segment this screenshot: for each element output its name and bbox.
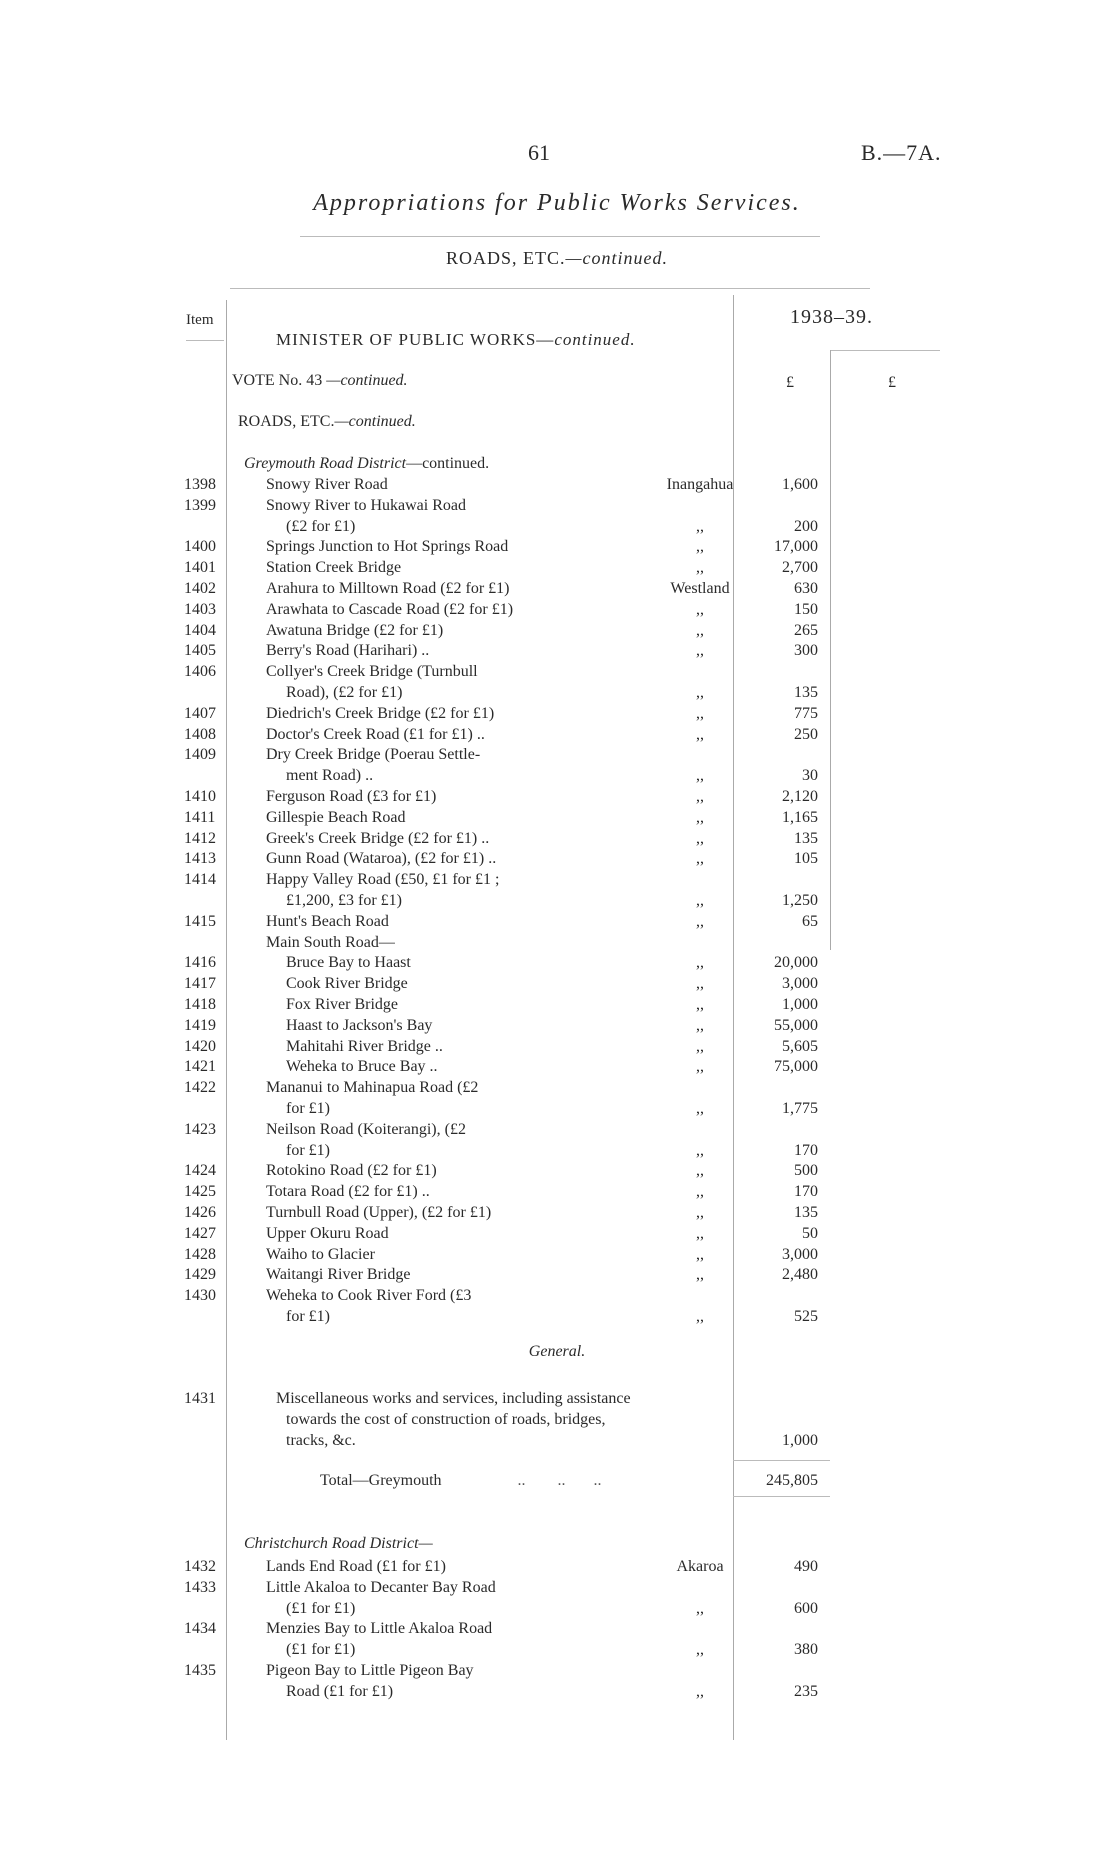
greymouth-district-suffix: —continued. bbox=[406, 455, 490, 472]
greymouth-item-description: ment Road) .. bbox=[286, 767, 374, 785]
greymouth-item-description: Greek's Creek Bridge (£2 for £1) .. bbox=[266, 829, 490, 847]
greymouth-item-number: 1406 bbox=[184, 663, 216, 681]
greymouth-item-description: Weheka to Bruce Bay .. bbox=[286, 1058, 438, 1076]
greymouth-row-line bbox=[0, 725, 1114, 745]
year-header-rule bbox=[830, 350, 940, 351]
greymouth-item-number: 1403 bbox=[184, 600, 216, 618]
general-row-line bbox=[0, 1410, 1114, 1430]
greymouth-item-number: 1426 bbox=[184, 1204, 216, 1221]
greymouth-item-amount: 3,000 bbox=[782, 1245, 818, 1263]
greymouth-row-line bbox=[0, 704, 1114, 724]
christchurch-row-line bbox=[0, 1619, 1114, 1639]
greymouth-item-location: ,, bbox=[696, 1204, 704, 1221]
greymouth-row-line bbox=[0, 1307, 1114, 1327]
greymouth-item-amount: 525 bbox=[794, 1308, 818, 1325]
greymouth-item-description: Weheka to Cook River Ford (£3 bbox=[266, 1287, 472, 1305]
greymouth-item-location: ,, bbox=[696, 621, 704, 639]
greymouth-item-number: 1409 bbox=[184, 746, 216, 764]
greymouth-item-location: ,, bbox=[696, 808, 704, 826]
greymouth-row-line bbox=[0, 621, 1114, 641]
greymouth-item-location: ,, bbox=[696, 704, 704, 722]
greymouth-item-description: Snowy River Road bbox=[266, 476, 388, 493]
greymouth-item-description: Waitangi River Bridge bbox=[266, 1266, 411, 1284]
greymouth-item-description: Happy Valley Road (£50, £1 for £1 ; bbox=[266, 871, 500, 889]
christchurch-item-description: (£1 for £1) bbox=[286, 1599, 356, 1617]
title-rule bbox=[300, 236, 820, 237]
greymouth-item-amount: 135 bbox=[794, 1204, 818, 1221]
greymouth-item-amount: 30 bbox=[802, 767, 818, 785]
greymouth-item-location: ,, bbox=[696, 600, 704, 618]
greymouth-item-location: ,, bbox=[696, 1224, 704, 1242]
roads-suffix: —continued. bbox=[334, 413, 416, 430]
christchurch-item-number: 1434 bbox=[184, 1620, 216, 1638]
greymouth-item-location: ,, bbox=[696, 538, 704, 556]
greymouth-item-description: Gunn Road (Wataroa), (£2 for £1) .. bbox=[266, 850, 497, 868]
vote-suffix: —continued. bbox=[326, 372, 408, 389]
greymouth-item-description: £1,200, £3 for £1) bbox=[286, 892, 402, 909]
greymouth-item-location: ,, bbox=[696, 559, 704, 577]
greymouth-row-line bbox=[0, 745, 1114, 765]
christchurch-item-location: ,, bbox=[696, 1641, 704, 1659]
greymouth-item-description: Mahitahi River Bridge .. bbox=[286, 1037, 443, 1055]
greymouth-row-line bbox=[0, 1141, 1114, 1161]
greymouth-item-number: 1422 bbox=[184, 1079, 216, 1097]
christchurch-district-heading: Christchurch Road District— bbox=[244, 1535, 433, 1552]
greymouth-item-number: 1428 bbox=[184, 1245, 216, 1263]
section-title bbox=[0, 248, 1114, 269]
greymouth-row-line bbox=[0, 641, 1114, 661]
item-column-header: Item bbox=[186, 312, 214, 328]
greymouth-item-amount: 55,000 bbox=[774, 1016, 818, 1034]
greymouth-item-location: ,, bbox=[696, 767, 704, 785]
greymouth-item-number: 1415 bbox=[184, 912, 216, 930]
currency-header-2: £ bbox=[888, 374, 896, 391]
greymouth-row-line bbox=[0, 1099, 1114, 1119]
greymouth-row-line bbox=[0, 787, 1114, 807]
greymouth-item-number: 1430 bbox=[184, 1287, 216, 1305]
greymouth-item-description: Totara Road (£2 for £1) .. bbox=[266, 1183, 430, 1201]
greymouth-item-amount: 2,480 bbox=[782, 1266, 818, 1284]
section-suffix: —continued. bbox=[565, 248, 668, 268]
greymouth-item-amount: 200 bbox=[794, 517, 818, 535]
greymouth-item-number: 1408 bbox=[184, 725, 216, 743]
greymouth-row-line bbox=[0, 1182, 1114, 1202]
total-rule-bottom bbox=[733, 1496, 830, 1497]
greymouth-item-location: ,, bbox=[696, 1058, 704, 1076]
christchurch-row-line bbox=[0, 1557, 1114, 1577]
greymouth-item-description: Mananui to Mahinapua Road (£2 bbox=[266, 1079, 479, 1097]
greymouth-item-location: ,, bbox=[696, 1308, 704, 1325]
greymouth-item-number: 1401 bbox=[184, 559, 216, 577]
total-greymouth-text: Total—Greymouth bbox=[320, 1472, 442, 1489]
greymouth-item-description: Cook River Bridge bbox=[286, 975, 408, 993]
greymouth-item-description: Waiho to Glacier bbox=[266, 1245, 375, 1263]
greymouth-item-description: Haast to Jackson's Bay bbox=[286, 1016, 433, 1034]
greymouth-item-description: (£2 for £1) bbox=[286, 517, 356, 535]
greymouth-item-amount: 170 bbox=[794, 1141, 818, 1159]
general-heading: General. bbox=[528, 1343, 586, 1360]
greymouth-item-number: 1429 bbox=[184, 1266, 216, 1284]
greymouth-item-location: ,, bbox=[696, 725, 704, 743]
greymouth-row-line bbox=[0, 953, 1114, 973]
greymouth-item-description: Collyer's Creek Bridge (Turnbull bbox=[266, 663, 478, 681]
greymouth-row-line bbox=[0, 1245, 1114, 1265]
greymouth-item-number: 1405 bbox=[184, 642, 216, 660]
greymouth-item-location: ,, bbox=[696, 892, 704, 909]
greymouth-item-number: 1407 bbox=[184, 704, 216, 722]
greymouth-district-heading bbox=[244, 455, 489, 473]
greymouth-item-description: Doctor's Creek Road (£1 for £1) .. bbox=[266, 725, 485, 743]
vote-name: VOTE No. 43 bbox=[232, 372, 323, 389]
greymouth-item-amount: 65 bbox=[802, 912, 818, 930]
greymouth-item-number: 1421 bbox=[184, 1058, 216, 1076]
general-row-line bbox=[0, 1389, 1114, 1409]
greymouth-row-line bbox=[0, 517, 1114, 537]
greymouth-item-location: ,, bbox=[696, 788, 704, 805]
greymouth-row-line bbox=[0, 766, 1114, 786]
greymouth-row-line bbox=[0, 808, 1114, 828]
roads-name: ROADS, ETC. bbox=[238, 413, 335, 430]
page-title: Appropriations for Public Works Services. bbox=[313, 190, 801, 216]
greymouth-item-amount: 250 bbox=[794, 725, 818, 743]
greymouth-item-number: 1418 bbox=[184, 996, 216, 1013]
greymouth-row-line bbox=[0, 995, 1114, 1015]
greymouth-item-amount: 300 bbox=[794, 642, 818, 660]
greymouth-item-description: Upper Okuru Road bbox=[266, 1224, 389, 1242]
greymouth-item-number: 1425 bbox=[184, 1183, 216, 1201]
christchurch-row-line bbox=[0, 1640, 1114, 1660]
greymouth-item-amount: 630 bbox=[794, 580, 818, 597]
general-item-description: towards the cost of construction of roads, bridges, bbox=[286, 1410, 606, 1428]
greymouth-item-amount: 135 bbox=[794, 829, 818, 847]
total-greymouth-amount: 245,805 bbox=[766, 1472, 818, 1489]
greymouth-item-number: 1423 bbox=[184, 1120, 216, 1138]
greymouth-item-number: 1416 bbox=[184, 954, 216, 972]
greymouth-item-description: for £1) bbox=[286, 1141, 330, 1159]
greymouth-item-location: ,, bbox=[696, 1037, 704, 1055]
greymouth-row-line bbox=[0, 475, 1114, 495]
greymouth-item-number: 1404 bbox=[184, 621, 216, 639]
greymouth-row-line bbox=[0, 933, 1114, 953]
christchurch-item-description: Lands End Road (£1 for £1) bbox=[266, 1558, 446, 1575]
greymouth-item-amount: 2,700 bbox=[782, 559, 818, 577]
vote-heading bbox=[232, 372, 408, 390]
minister-heading bbox=[276, 330, 636, 350]
greymouth-item-amount: 1,250 bbox=[782, 892, 818, 909]
page-number: 61 bbox=[528, 140, 550, 165]
greymouth-item-location: ,, bbox=[696, 642, 704, 660]
greymouth-item-amount: 170 bbox=[794, 1183, 818, 1201]
christchurch-row-line bbox=[0, 1661, 1114, 1681]
greymouth-row-line bbox=[0, 829, 1114, 849]
minister-name: MINISTER OF PUBLIC WORKS— bbox=[276, 330, 555, 349]
greymouth-item-description: Station Creek Bridge bbox=[266, 559, 402, 577]
christchurch-item-description: Little Akaloa to Decanter Bay Road bbox=[266, 1578, 496, 1596]
greymouth-item-number: 1411 bbox=[184, 808, 216, 826]
roads-subheading bbox=[238, 413, 416, 431]
christchurch-item-number: 1432 bbox=[184, 1558, 216, 1575]
christchurch-item-description: (£1 for £1) bbox=[286, 1641, 356, 1659]
greymouth-item-amount: 775 bbox=[794, 704, 818, 722]
general-row-line bbox=[0, 1431, 1114, 1451]
greymouth-item-description: Rotokino Road (£2 for £1) bbox=[266, 1162, 437, 1180]
table-top-rule bbox=[230, 288, 870, 289]
greymouth-item-location: ,, bbox=[696, 1016, 704, 1034]
greymouth-item-description: Ferguson Road (£3 for £1) bbox=[266, 788, 437, 805]
greymouth-item-amount: 20,000 bbox=[774, 954, 818, 972]
greymouth-item-description: Fox River Bridge bbox=[286, 996, 398, 1013]
greymouth-row-line bbox=[0, 1057, 1114, 1077]
christchurch-item-amount: 490 bbox=[794, 1558, 818, 1575]
greymouth-item-location: Inangahua bbox=[666, 476, 734, 493]
greymouth-item-location: ,, bbox=[696, 975, 704, 993]
greymouth-row-line bbox=[0, 974, 1114, 994]
greymouth-row-line bbox=[0, 558, 1114, 578]
greymouth-item-number: 1410 bbox=[184, 788, 216, 805]
christchurch-item-description: Menzies Bay to Little Akaloa Road bbox=[266, 1620, 493, 1638]
greymouth-item-amount: 1,775 bbox=[782, 1100, 818, 1117]
greymouth-item-amount: 75,000 bbox=[774, 1058, 818, 1076]
greymouth-item-location: Westland bbox=[670, 580, 730, 597]
section-name: ROADS, ETC. bbox=[445, 248, 566, 268]
greymouth-district-title: Greymouth Road District bbox=[244, 455, 407, 472]
greymouth-row-line bbox=[0, 496, 1114, 516]
year-column-header: 1938–39. bbox=[790, 306, 873, 328]
greymouth-item-amount: 1,600 bbox=[782, 476, 818, 493]
greymouth-item-amount: 105 bbox=[794, 850, 818, 868]
greymouth-item-location: ,, bbox=[696, 1245, 704, 1263]
greymouth-item-description: Snowy River to Hukawai Road bbox=[266, 496, 466, 514]
greymouth-item-number: 1398 bbox=[184, 476, 216, 493]
greymouth-row-line bbox=[0, 1286, 1114, 1306]
greymouth-item-location: ,, bbox=[696, 1141, 704, 1159]
greymouth-item-number: 1420 bbox=[184, 1037, 216, 1055]
greymouth-row-line bbox=[0, 1016, 1114, 1036]
greymouth-row-line bbox=[0, 1265, 1114, 1285]
greymouth-item-location: ,, bbox=[696, 1100, 704, 1117]
greymouth-row-line bbox=[0, 891, 1114, 911]
greymouth-item-description: Diedrich's Creek Bridge (£2 for £1) bbox=[266, 704, 495, 722]
greymouth-row-line bbox=[0, 579, 1114, 599]
greymouth-row-line bbox=[0, 662, 1114, 682]
greymouth-item-amount: 150 bbox=[794, 600, 818, 618]
greymouth-item-number: 1424 bbox=[184, 1162, 216, 1180]
greymouth-item-number: 1427 bbox=[184, 1224, 216, 1242]
christchurch-item-number: 1433 bbox=[184, 1578, 216, 1596]
christchurch-item-number: 1435 bbox=[184, 1662, 216, 1679]
greymouth-item-description: Arawhata to Cascade Road (£2 for £1) bbox=[266, 600, 514, 618]
greymouth-row-line bbox=[0, 1120, 1114, 1140]
greymouth-item-number: 1402 bbox=[184, 580, 216, 597]
greymouth-item-amount: 5,605 bbox=[782, 1037, 818, 1055]
christchurch-item-description: Pigeon Bay to Little Pigeon Bay bbox=[266, 1662, 474, 1679]
greymouth-item-location: ,, bbox=[696, 829, 704, 847]
greymouth-item-description: Springs Junction to Hot Springs Road bbox=[266, 538, 509, 556]
greymouth-item-location: ,, bbox=[696, 996, 704, 1013]
christchurch-item-location: ,, bbox=[696, 1682, 704, 1700]
greymouth-item-description: for £1) bbox=[286, 1100, 330, 1117]
greymouth-item-location: ,, bbox=[696, 684, 704, 701]
total-rule-top bbox=[733, 1460, 830, 1461]
greymouth-row-line bbox=[0, 870, 1114, 890]
greymouth-item-amount: 17,000 bbox=[774, 538, 818, 556]
greymouth-item-number: 1417 bbox=[184, 975, 216, 993]
greymouth-item-number: 1414 bbox=[184, 871, 216, 889]
greymouth-item-description: Hunt's Beach Road bbox=[266, 912, 389, 930]
greymouth-item-number: 1412 bbox=[184, 829, 216, 847]
christchurch-row-line bbox=[0, 1578, 1114, 1598]
greymouth-item-description: Gillespie Beach Road bbox=[266, 808, 406, 826]
greymouth-item-location: ,, bbox=[696, 1162, 704, 1180]
greymouth-row-line bbox=[0, 1203, 1114, 1223]
greymouth-item-location: ,, bbox=[696, 912, 704, 930]
general-item-amount: 1,000 bbox=[782, 1431, 818, 1449]
greymouth-row-line bbox=[0, 849, 1114, 869]
greymouth-item-amount: 1,000 bbox=[782, 996, 818, 1013]
greymouth-item-amount: 135 bbox=[794, 684, 818, 701]
greymouth-row-line bbox=[0, 683, 1114, 703]
christchurch-item-description: Road (£1 for £1) bbox=[286, 1682, 394, 1700]
greymouth-item-description: Berry's Road (Harihari) .. bbox=[266, 642, 430, 660]
general-item-number: 1431 bbox=[184, 1390, 216, 1407]
christchurch-item-amount: 600 bbox=[794, 1599, 818, 1617]
greymouth-item-amount: 265 bbox=[794, 621, 818, 639]
greymouth-row-line bbox=[0, 1037, 1114, 1057]
general-item-description: Miscellaneous works and services, including assistance bbox=[276, 1390, 631, 1407]
greymouth-item-description: Dry Creek Bridge (Poerau Settle- bbox=[266, 746, 481, 764]
greymouth-item-description: Bruce Bay to Haast bbox=[286, 954, 411, 972]
greymouth-row-line bbox=[0, 1224, 1114, 1244]
christchurch-row-line bbox=[0, 1682, 1114, 1702]
greymouth-item-description: Turnbull Road (Upper), (£2 for £1) bbox=[266, 1204, 492, 1221]
christchurch-item-amount: 380 bbox=[794, 1641, 818, 1659]
greymouth-item-description: Neilson Road (Koiterangi), (£2 bbox=[266, 1120, 466, 1138]
currency-header-1: £ bbox=[786, 374, 794, 391]
greymouth-item-location: ,, bbox=[696, 1266, 704, 1284]
greymouth-row-line bbox=[0, 1078, 1114, 1098]
greymouth-item-number: 1400 bbox=[184, 538, 216, 556]
greymouth-item-description: Arahura to Milltown Road (£2 for £1) bbox=[266, 580, 510, 597]
greymouth-row-line bbox=[0, 1161, 1114, 1181]
document-reference: B.—7A. bbox=[861, 140, 942, 165]
greymouth-item-number: 1399 bbox=[184, 496, 216, 514]
greymouth-item-description: Awatuna Bridge (£2 for £1) bbox=[266, 621, 444, 639]
greymouth-item-amount: 3,000 bbox=[782, 975, 818, 993]
minister-suffix: continued. bbox=[554, 330, 636, 349]
greymouth-item-amount: 500 bbox=[794, 1162, 818, 1180]
greymouth-row-line bbox=[0, 537, 1114, 557]
greymouth-item-amount: 50 bbox=[802, 1224, 818, 1242]
greymouth-row-line bbox=[0, 912, 1114, 932]
greymouth-item-number: 1413 bbox=[184, 850, 216, 868]
general-item-description: tracks, &c. bbox=[286, 1431, 356, 1449]
greymouth-item-description: Road), (£2 for £1) bbox=[286, 684, 403, 701]
greymouth-item-location: ,, bbox=[696, 954, 704, 972]
greymouth-item-description: Main South Road— bbox=[266, 933, 395, 951]
greymouth-item-location: ,, bbox=[696, 517, 704, 535]
greymouth-row-line bbox=[0, 600, 1114, 620]
greymouth-item-location: ,, bbox=[696, 1183, 704, 1201]
total-greymouth-label: Total—Greymouth .. .. .. bbox=[320, 1472, 602, 1489]
greymouth-item-location: ,, bbox=[696, 850, 704, 868]
greymouth-item-number: 1419 bbox=[184, 1016, 216, 1034]
christchurch-item-location: ,, bbox=[696, 1599, 704, 1617]
christchurch-item-location: Akaroa bbox=[676, 1558, 724, 1575]
greymouth-item-amount: 1,165 bbox=[782, 808, 818, 826]
item-header-rule bbox=[186, 340, 224, 341]
christchurch-item-amount: 235 bbox=[794, 1682, 818, 1700]
greymouth-item-description: for £1) bbox=[286, 1308, 330, 1325]
greymouth-item-amount: 2,120 bbox=[782, 788, 818, 805]
christchurch-row-line bbox=[0, 1599, 1114, 1619]
